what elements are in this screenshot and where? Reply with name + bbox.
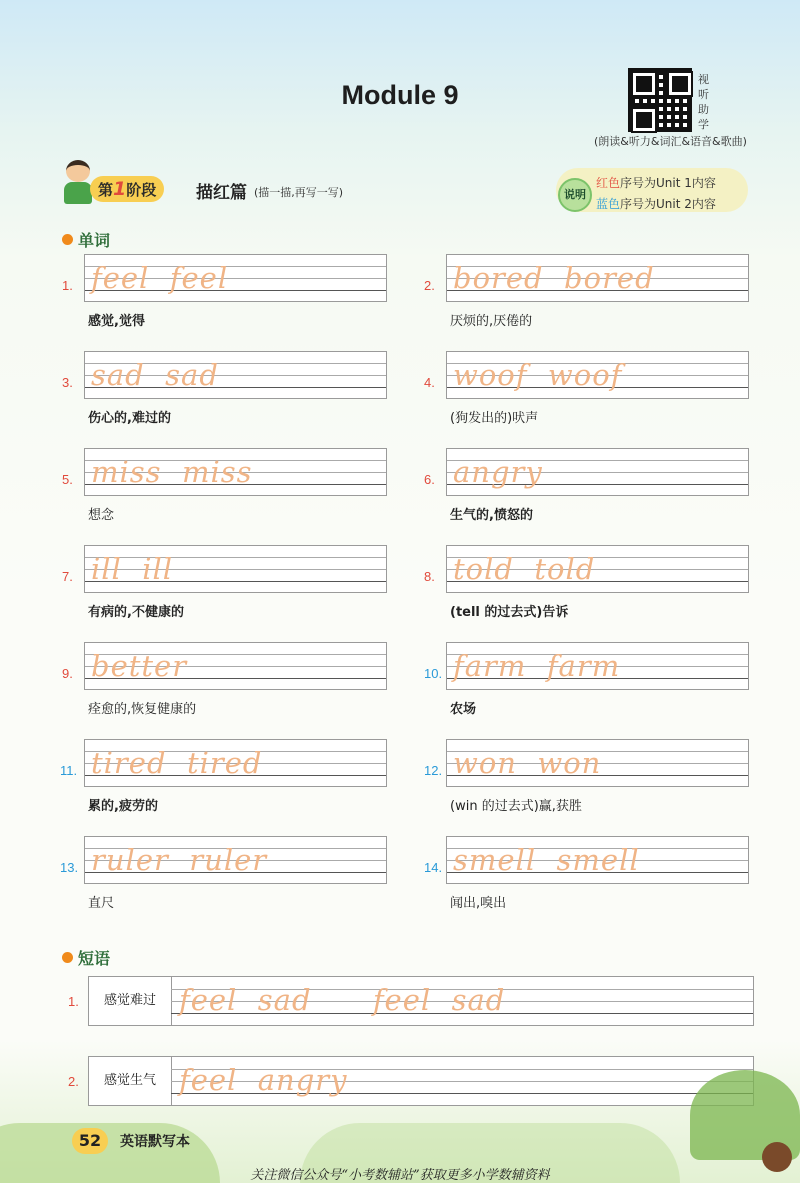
phrase-number: 2. <box>68 1074 79 1089</box>
word-writing-box[interactable] <box>84 836 387 884</box>
book-title: 英语默写本 <box>120 1134 190 1150</box>
stage-tag-number: 1 <box>113 178 127 200</box>
trace-phrase: feel sad feel sad <box>179 983 506 1017</box>
note-line-unit2 <box>596 195 716 212</box>
phrase-writing-box[interactable] <box>88 1056 754 1106</box>
word-number: 14. <box>424 860 443 875</box>
word-writing-box[interactable] <box>446 448 749 496</box>
stage-tag-suffix: 阶段 <box>126 181 157 199</box>
phrase-meaning: 感觉难过 <box>89 977 172 1025</box>
word-meaning: (win 的过去式)赢,获胜 <box>450 799 582 814</box>
word-number: 12. <box>424 763 443 778</box>
trace-word: feel feel <box>91 261 229 295</box>
word-number: 9. <box>62 666 73 681</box>
word-number: 5. <box>62 472 73 487</box>
word-meaning: 伤心的,难过的 <box>88 411 171 426</box>
word-meaning: 有病的,不健康的 <box>88 605 184 620</box>
stage-subtitle: (描一描,再写一写) <box>254 186 344 199</box>
orange-dot-icon <box>62 952 73 963</box>
word-writing-box[interactable] <box>84 545 387 593</box>
word-number: 4. <box>424 375 435 390</box>
word-writing-box[interactable] <box>446 545 749 593</box>
trace-word: smell smell <box>453 843 640 877</box>
word-meaning: 闻出,嗅出 <box>450 896 507 911</box>
word-meaning: 痊愈的,恢复健康的 <box>88 702 197 717</box>
page-number: 52 <box>72 1128 108 1154</box>
phrase-writing-box[interactable] <box>88 976 754 1026</box>
word-number: 11. <box>60 763 78 778</box>
word-meaning: 累的,疲劳的 <box>88 799 158 814</box>
words-section-label: 单词 <box>78 231 111 250</box>
trace-word: sad sad <box>91 358 219 392</box>
stage-tag-prefix: 第 <box>98 181 114 199</box>
word-number: 13. <box>60 860 79 875</box>
trace-word: ill ill <box>91 552 174 586</box>
stage-title: 描红篇 <box>196 183 247 203</box>
qr-side-label <box>698 72 712 132</box>
word-writing-box[interactable] <box>446 254 749 302</box>
word-writing-box[interactable] <box>84 254 387 302</box>
word-meaning: 厌烦的,厌倦的 <box>450 314 533 329</box>
note-line-text: 序号为Unit 1内容 <box>620 176 716 190</box>
phrases-section-heading <box>62 946 110 969</box>
phrase-number: 1. <box>68 994 79 1009</box>
word-writing-box[interactable] <box>446 351 749 399</box>
orange-dot-icon <box>62 234 73 245</box>
word-meaning: 感觉,觉得 <box>88 314 145 329</box>
phrase-meaning: 感觉生气 <box>89 1057 172 1105</box>
note-line-text: 序号为Unit 2内容 <box>620 197 716 211</box>
word-number: 3. <box>62 375 73 390</box>
word-meaning: 想念 <box>88 508 115 523</box>
word-meaning: (狗发出的)吠声 <box>450 411 539 426</box>
qr-side-char: 听 <box>698 88 709 101</box>
stage-tag <box>90 176 164 202</box>
note-blue-word: 蓝色 <box>596 197 621 211</box>
words-section-heading <box>62 228 110 251</box>
trace-phrase: feel angry <box>179 1063 348 1097</box>
trace-word: woof woof <box>453 358 623 392</box>
trace-word: farm farm <box>453 649 621 683</box>
word-number: 2. <box>424 278 435 293</box>
word-meaning: 生气的,愤怒的 <box>450 508 533 523</box>
word-writing-box[interactable] <box>84 739 387 787</box>
word-writing-box[interactable] <box>84 351 387 399</box>
qr-caption: (朗读&听力&词汇&语音&歌曲) <box>594 135 747 148</box>
phrases-section-label: 短语 <box>78 949 111 968</box>
trace-word: angry <box>453 455 543 489</box>
qr-side-char: 助 <box>698 103 709 116</box>
stage-header <box>62 160 392 210</box>
word-number: 7. <box>62 569 73 584</box>
word-number: 6. <box>424 472 435 487</box>
word-number: 8. <box>424 569 435 584</box>
word-writing-box[interactable] <box>446 836 749 884</box>
word-writing-box[interactable] <box>446 739 749 787</box>
word-meaning: 直尺 <box>88 896 115 911</box>
qr-side-char: 学 <box>698 118 709 131</box>
word-number: 10. <box>424 666 443 681</box>
trace-word: told told <box>453 552 596 586</box>
trace-word: better <box>91 649 188 683</box>
word-meaning: 农场 <box>450 702 477 717</box>
word-number: 1. <box>62 278 73 293</box>
trace-word: bored bored <box>453 261 655 295</box>
note-red-word: 红色 <box>596 176 621 190</box>
word-writing-box[interactable] <box>84 642 387 690</box>
qr-code-icon[interactable] <box>628 68 692 132</box>
word-writing-box[interactable] <box>446 642 749 690</box>
qr-side-char: 视 <box>698 73 709 86</box>
watermark-text: 关注微信公众号“小考数辅站”获取更多小学数辅资料 <box>250 1168 550 1183</box>
page-title: Module 9 <box>341 80 459 110</box>
note-line-unit1 <box>596 174 716 191</box>
trace-word: miss miss <box>91 455 253 489</box>
trace-word: tired tired <box>91 746 263 780</box>
word-writing-box[interactable] <box>84 448 387 496</box>
note-badge: 说明 <box>558 178 592 212</box>
trace-word: won won <box>453 746 602 780</box>
trace-word: ruler ruler <box>91 843 268 877</box>
word-meaning: (tell 的过去式)告诉 <box>450 605 569 620</box>
